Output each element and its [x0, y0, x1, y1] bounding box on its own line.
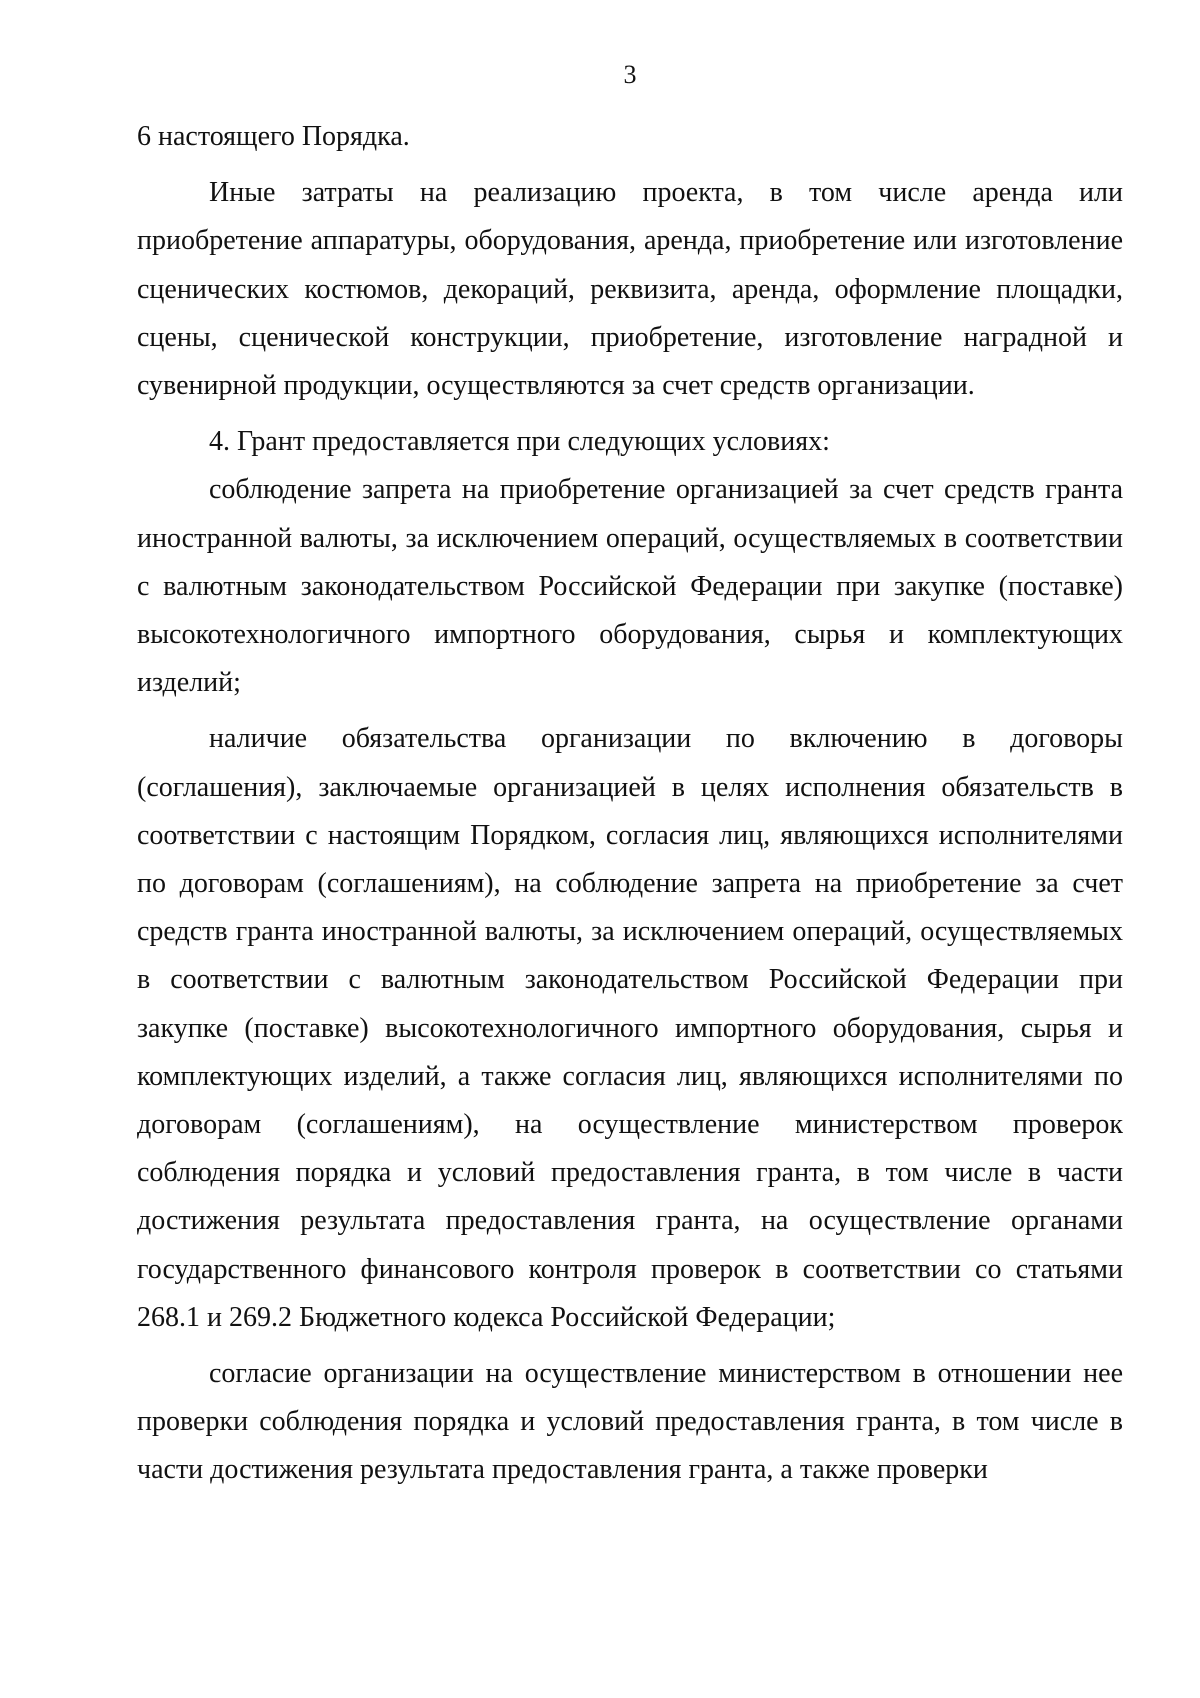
paragraph-grant-conditions-heading: 4. Грант предоставляется при следующих условиях: — [209, 426, 830, 458]
page-number: 3 — [623, 60, 637, 89]
paragraph-contract-obligations: наличие обязательства организации по включению в договоры (соглашения), заключаемые организацией в целях исполнения обязательств в соответствии с настоящим Порядком, согласия лиц, являющихся исполнителями по договорам (соглашениям), на соблюдение запрета на приобретение за счет средств гранта иностранной валюты, за исключением операций, осуществляемых в соответствии с валютным законодательством Российской Федерации при закупке (поставке) высокотехнологичного импортного оборудования, сырья и комплектующих изделий, а также согласия лиц, являющихся исполнителями по договорам (соглашениям), на осуществление министерством проверок соблюдения порядка и условий предоставления гранта, в том числе в части достижения результата предоставления гранта, на осуществление органами государственного финансового контроля проверок в соответствии со статьями 268.1 и 269.2 Бюджетного кодекса Российской Федерации; — [137, 723, 1123, 1333]
document-body — [137, 113, 1123, 1495]
paragraph-currency-ban: соблюдение запрета на приобретение организацией за счет средств гранта иностранной валюты, за исключением операций, осуществляемых в соответствии с валютным законодательством Российской Федерации при закупке (поставке) высокотехнологичного импортного оборудования, сырья и комплектующих изделий; — [137, 474, 1123, 699]
paragraph-other-costs: Иные затраты на реализацию проекта, в том числе аренда или приобретение аппаратуры, оборудования, аренда, приобретение или изготовление сценических костюмов, декораций, реквизита, аренда, оформление площадки, сцены, сценической конструкции, приобретение, изготовление наградной и сувенирной продукции, осуществляются за счет средств организации. — [137, 177, 1123, 402]
paragraph-inspection-consent: согласие организации на осуществление министерством в отношении нее проверки соблюдения порядка и условий предоставления гранта, в том числе в части достижения результата предоставления гранта, а также проверки — [137, 1358, 1123, 1486]
paragraph-continuation: 6 настоящего Порядка. — [137, 121, 410, 152]
